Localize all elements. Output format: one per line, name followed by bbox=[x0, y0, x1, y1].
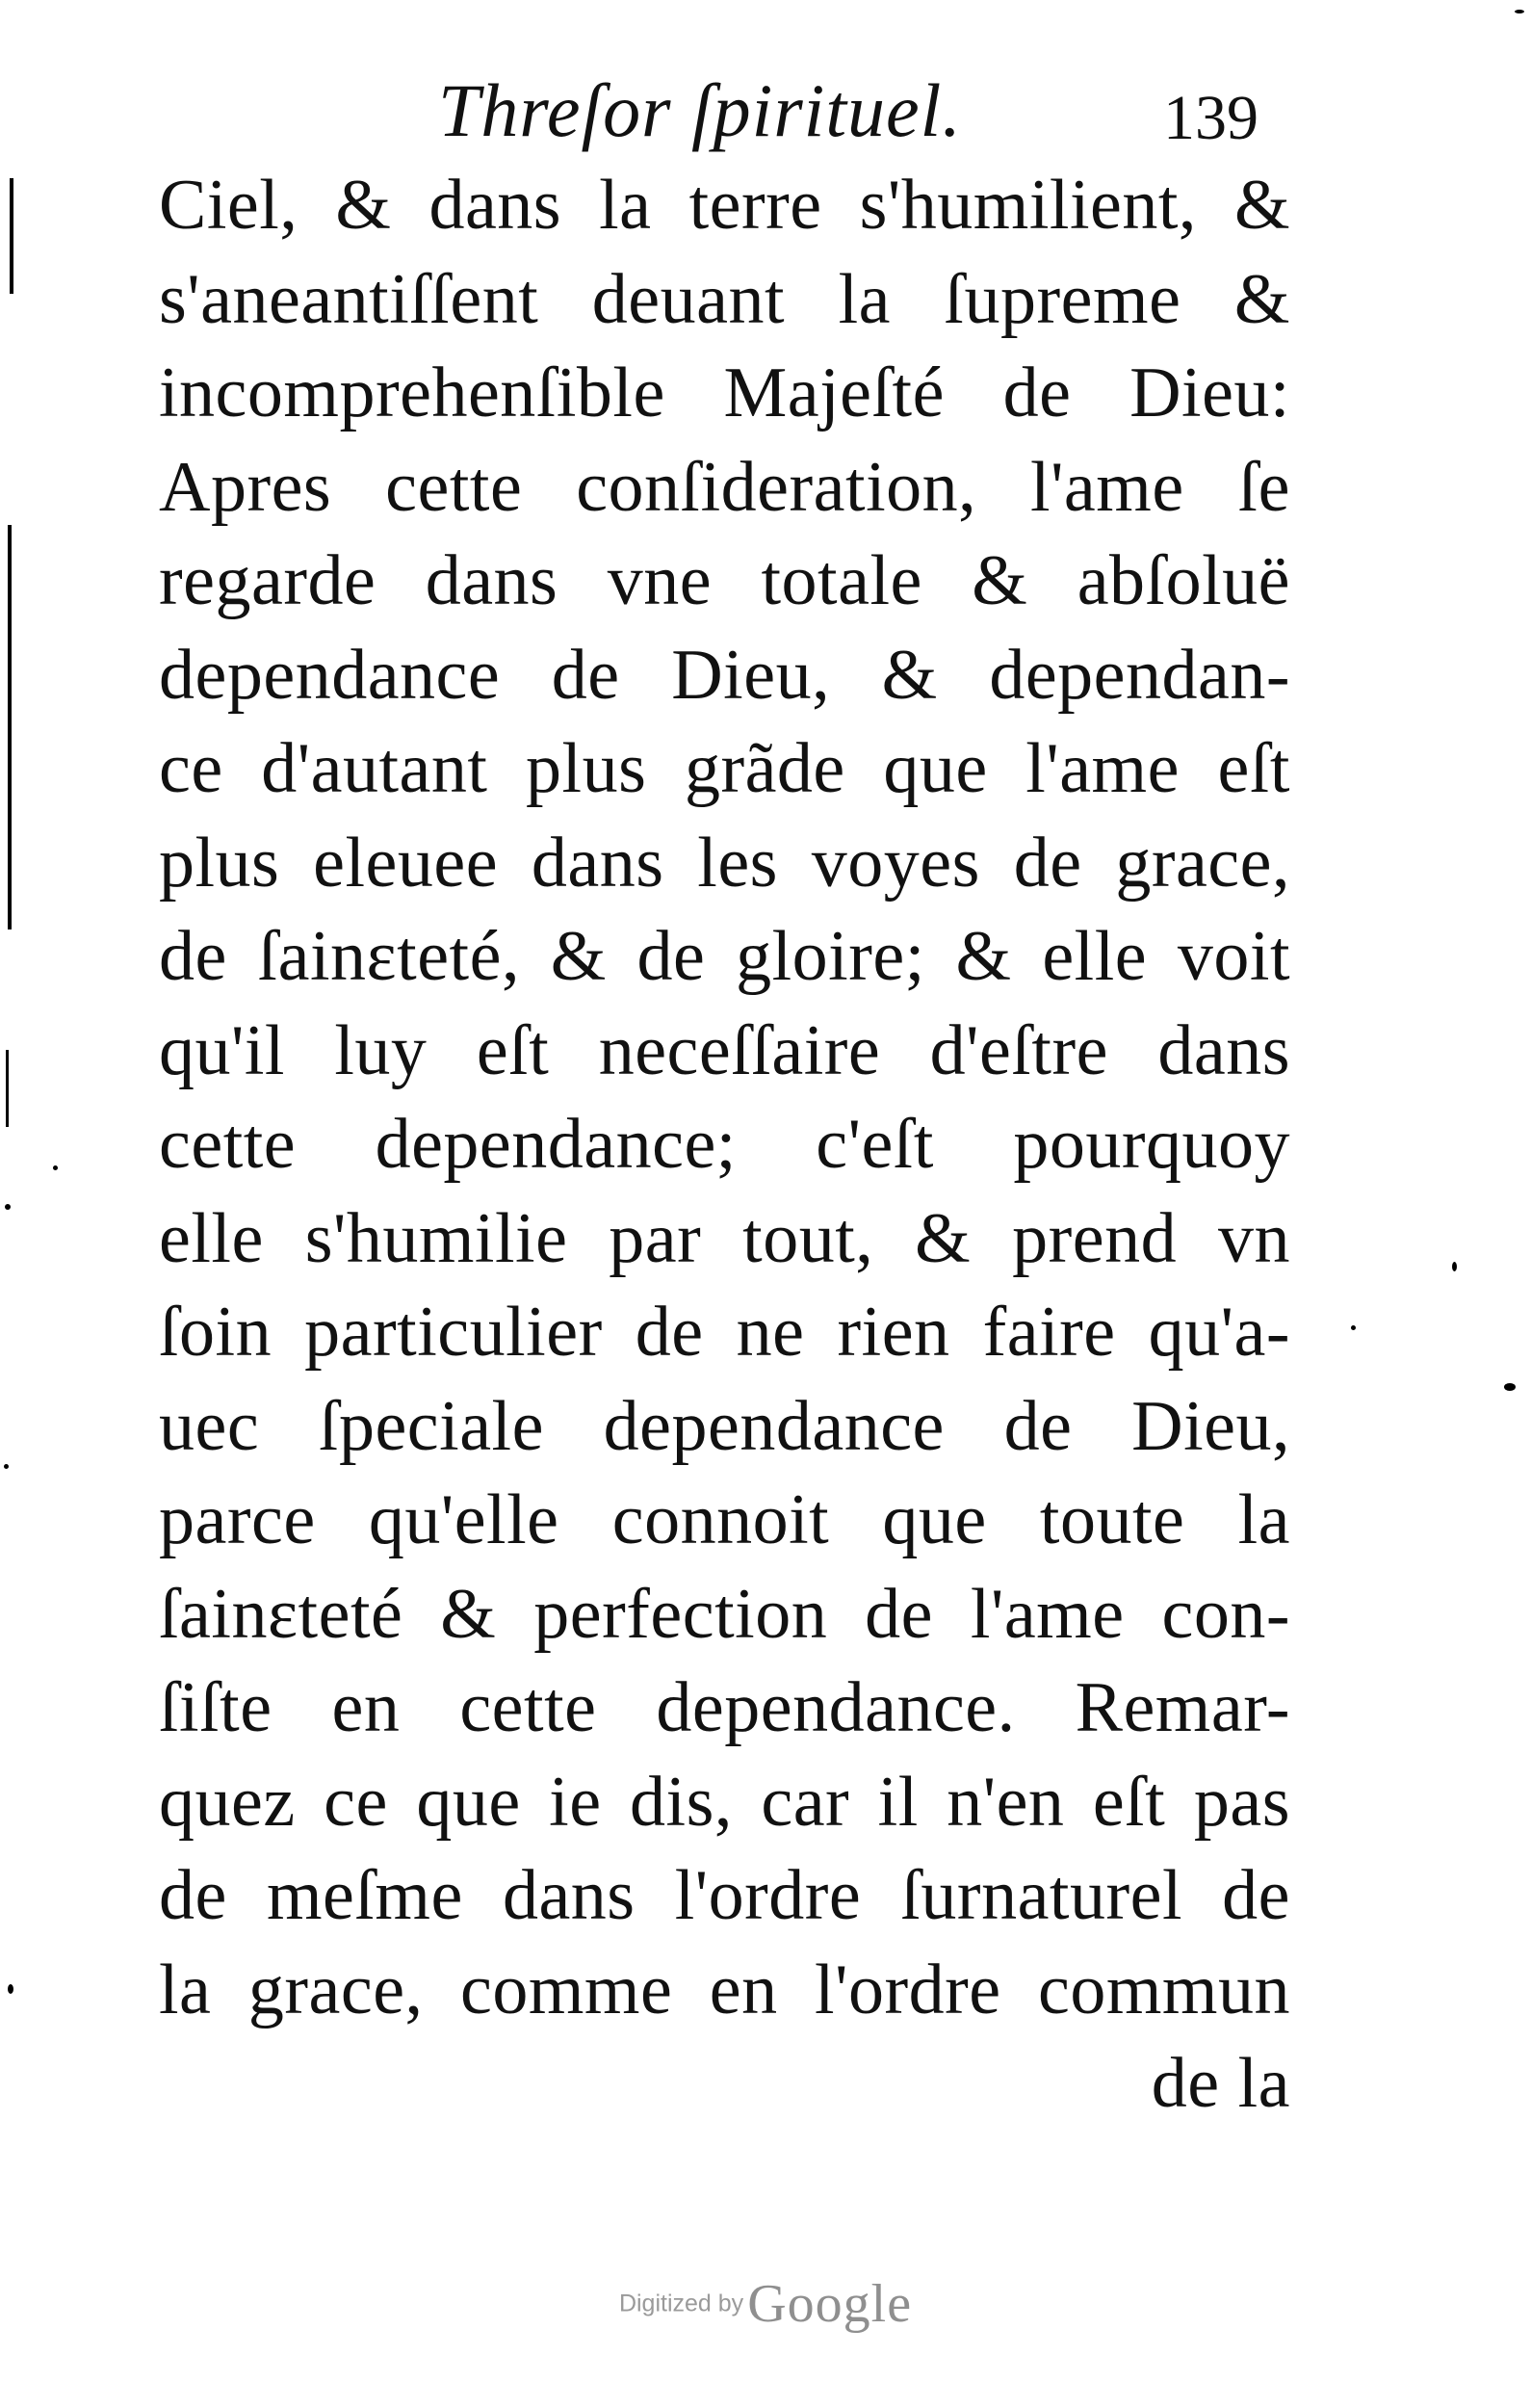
scan-speck bbox=[1452, 1262, 1457, 1271]
scan-edge-mark bbox=[8, 525, 12, 929]
text-line: parce qu'elle connoit que toute la bbox=[159, 1480, 1290, 1559]
text-line: ſoin particulier de ne rien faire qu'a- bbox=[159, 1293, 1290, 1372]
text-line: de meſme dans l'ordre ſurnaturel de bbox=[159, 1856, 1290, 1935]
text-line: quez ce que ie dis, car il n'en eſt pas bbox=[159, 1762, 1290, 1842]
text-line: qu'il luy eſt neceſſaire d'eſtre dans bbox=[159, 1010, 1290, 1090]
text-line: uec ſpeciale dependance de Dieu, bbox=[159, 1386, 1290, 1466]
scan-speck bbox=[1515, 10, 1524, 13]
text-line: ſiſte en cette dependance. Remar- bbox=[159, 1668, 1290, 1747]
scan-speck bbox=[1351, 1325, 1356, 1330]
text-line: la grace, comme en l'ordre commun bbox=[159, 1950, 1290, 2029]
scan-speck bbox=[1504, 1383, 1516, 1391]
google-logo: Google bbox=[747, 2274, 913, 2334]
text-line: Apres cette conſideration, l'ame ſe bbox=[159, 447, 1290, 527]
page-header bbox=[0, 58, 1531, 164]
scan-speck bbox=[53, 1165, 58, 1170]
catchword: de la bbox=[1151, 2044, 1290, 2123]
running-title: Threſor ſpirituel. bbox=[438, 68, 962, 152]
text-line: ce d'autant plus grãde que l'ame eſt bbox=[159, 729, 1290, 808]
digitized-by-label: Digitized by bbox=[618, 2290, 744, 2317]
text-line: de ſainɛteté, & de gloire; & elle voit bbox=[159, 917, 1290, 996]
text-line: regarde dans vne totale & abſoluë bbox=[159, 541, 1290, 620]
body-text bbox=[159, 159, 1290, 2132]
text-line: plus eleuee dans les voyes de grace, bbox=[159, 823, 1290, 903]
text-line: cette dependance; c'eſt pourquoy bbox=[159, 1105, 1290, 1184]
scan-speck bbox=[5, 1204, 11, 1210]
text-line: dependance de Dieu, & dependan- bbox=[159, 635, 1290, 715]
digitization-watermark bbox=[0, 2273, 1531, 2335]
text-line: Ciel, & dans la terre s'humilient, & bbox=[159, 166, 1290, 245]
page-number: 139 bbox=[1163, 83, 1259, 153]
text-line: elle s'humilie par tout, & prend vn bbox=[159, 1198, 1290, 1278]
text-line: ſainɛteté & perfection de l'ame con- bbox=[159, 1574, 1290, 1654]
scan-edge-mark bbox=[10, 178, 13, 294]
scan-edge-mark bbox=[6, 1050, 9, 1127]
scan-speck bbox=[4, 1464, 9, 1469]
scan-speck bbox=[8, 1984, 13, 1994]
text-line: s'aneantiſſent deuant la ſupreme & bbox=[159, 259, 1290, 339]
text-line: incomprehenſible Majeſté de Dieu: bbox=[159, 353, 1290, 432]
